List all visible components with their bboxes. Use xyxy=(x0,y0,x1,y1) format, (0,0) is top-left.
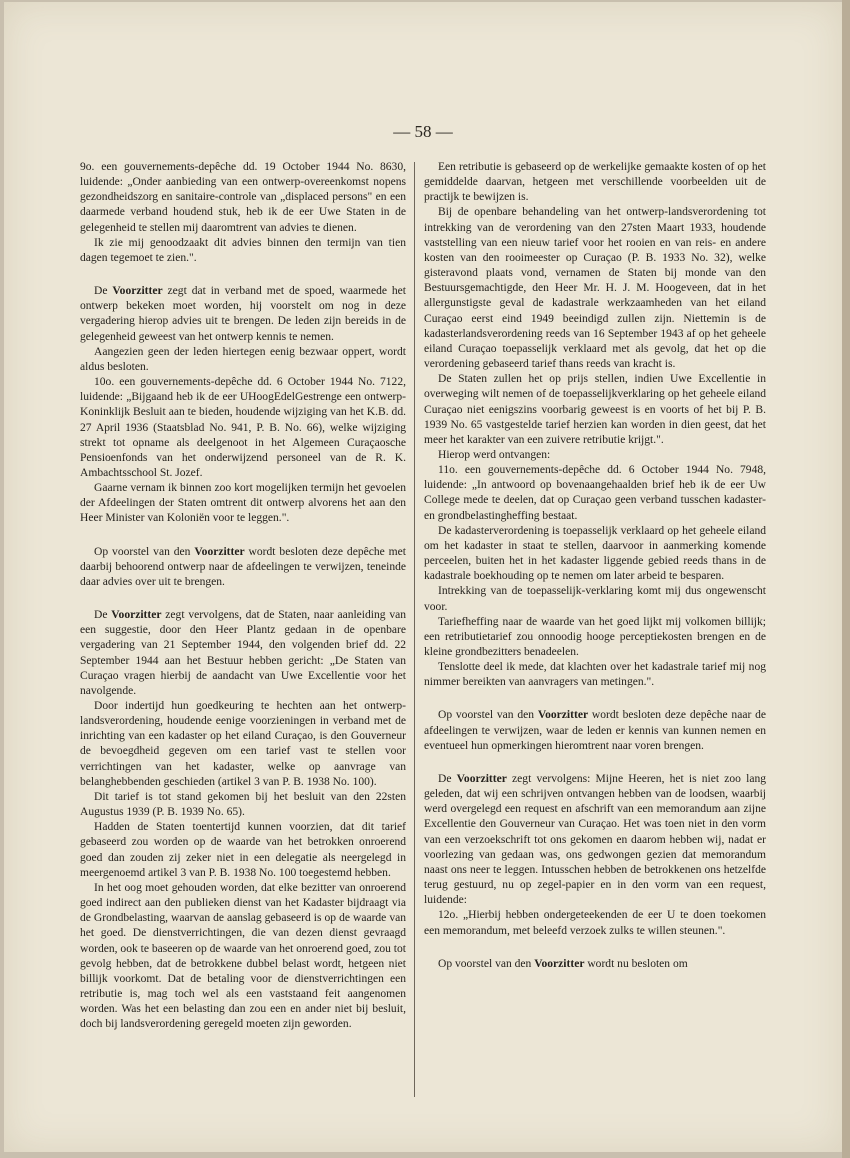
page-number: — 58 — xyxy=(393,122,453,141)
right-column xyxy=(424,160,766,972)
paragraph: Intrekking van de toepasselijk-verklaring komt mij dus ongewenscht voor. xyxy=(424,585,766,613)
paragraph: De Voorzitter zegt vervolgens, dat de Staten, naar aanleiding van een suggestie, door den Heer Plantz gedaan in de openbare vergadering van 21 September 1944, den volgenden brief dd. 22 September 1944 aan het Bestuur hebben gericht: „De Staten van Curaçao vragen hierbij de aandacht van Uwe Excellentie voor het navolgende. xyxy=(80,609,406,697)
paragraph: Gaarne vernam ik binnen zoo kort mogelijken termijn het gevoelen der Afdeelingen der Staten omtrent dit ontwerp alvorens het aan den Heer Minister van Koloniën voor te leggen.". xyxy=(80,482,406,525)
paragraph: 9o. een gouvernements-depêche dd. 19 October 1944 No. 8630, luidende: „Onder aanbieding van een ontwerp-overeenkomst nopens gezondheidszorg en sanitaire-controle van „displaced persons" en een daarmede verband houdend stuk, heb ik de eer Uwe Staten in de gelegenheid te stellen mij daaromtrent van advies te dienen. xyxy=(80,161,406,234)
paragraph: Hierop werd ontvangen: xyxy=(438,448,551,461)
paragraph: Op voorstel van den Voorzitter wordt besloten deze depêche naar de afdeelingen te verwijzen, waar de leden er kennis van kunnen nemen en eventueel hun opmerkingen hieromtrent naar voren brengen. xyxy=(424,709,766,752)
paragraph: Op voorstel van den Voorzitter wordt nu besloten om xyxy=(438,957,688,970)
left-column xyxy=(80,160,406,1032)
paragraph: De Voorzitter zegt vervolgens: Mijne Heeren, het is niet zoo lang geleden, dat wij een schrijven ontvangen hebben van de loodsen, waarbij werd overgelegd een request en afschrift van een memorandum aan zijne Excellentie den Gouverneur van Curaçao. Het was toen niet in den vorm van een verzoekschrift tot ons gekomen en daarom hebben wij, nadat er voorlezing van gedaan was, ons gedwongen gezien dat memorandum naast ons neer te leggen. Intusschen hebben de betrokkenen ons hetzelfde terug gestuurd, nu op zegel-papier en in den vorm van een request, luidende: xyxy=(424,772,766,907)
document-page xyxy=(4,2,842,1152)
paragraph: Aangezien geen der leden hiertegen eenig bezwaar oppert, wordt aldus besloten. xyxy=(80,345,406,373)
paragraph: Bij de openbare behandeling van het ontwerp-landsverordening tot intrekking van de verordening van den 27sten Maart 1933, houdende vaststelling van een nieuw tarief voor het rooien en van reis- en andere kosten van den rooimeester op Curaçao (P. B. 1933 No. 32), welke gisteravond plaats vond, vernamen de Staten bij monde van den Bestuursgemachtigde, den Heer Mr. H. J. M. Hoogeveen, dat in het allergunstigste geval de kadastrale werkzaamheden van het eiland Curaçao eerst eind 1949 beeindigd zullen zijn. Niettemin is de kadasterlandsverordening reeds van 16 September 1943 af op het geheele eiland Curaçao toepasselijk verklaard met als gevolg, dat het op die verordening gebaseerd tarief thans reeds van kracht is. xyxy=(424,206,766,371)
paragraph: Op voorstel van den Voorzitter wordt besloten deze depêche met daarbij behoorend ontwerp naar de afdeelingen te verwijzen, teneinde daar advies over uit te brengen. xyxy=(80,545,406,588)
paragraph: In het oog moet gehouden worden, dat elke bezitter van onroerend goed indirect aan den publieken dienst van het Kadaster bijdraagt via de Grondbelasting, waarvan de aanslag gebaseerd is op de waarde van het goed. De dienstverrichtingen, die van dezen dienst gevraagd worden, ook te baseeren op de waarde van het onroerend goed, zou tot gevolg hebben, dat de betrokkene dubbel belast wordt, hetgeen niet billijk voorkomt. Dat de betaling voor de dienstverrichtingen een retributie is, mag toch wel als een vaststaand feit aangenomen worden. Was het een belasting dan zou een en ander niet bij besluit, doch bij landsverordening geregeld moeten zijn geworden. xyxy=(80,881,406,1031)
paragraph: De kadasterverordening is toepasselijk verklaard op het geheele eiland om het kadaster in staat te stellen, daarvoor in aanmerking komende perceelen, buiten het in het kadaster liggende gebied reeds thans in de kadastrale boekhouding op te nemen om later arbeid te besparen. xyxy=(424,524,766,583)
paragraph: Dit tarief is tot stand gekomen bij het besluit van den 22sten Augustus 1939 (P. B. 1939 No. 65). xyxy=(80,790,406,819)
paragraph: 11o. een gouvernements-depêche dd. 6 October 1944 No. 7948, luidende: „In antwoord op bovenaangehaalden brief heb ik de eer Uw College mede te deelen, dat op Curaçao geen verband tusschen kadaster- en grondbelastingheffing bestaat. xyxy=(424,464,766,522)
paragraph: De Staten zullen het op prijs stellen, indien Uwe Excellentie in overweging wilt nemen of de toepasselijkverklaring op het geheele eiland Curaçao niet eenigszins voorbarig geweest is en voorts of het bij P. B. 1939 No. 65 vastgestelde tarief herzien kan worden in dien geest, dat het meer het karakter van een zuivere retributie krijgt.". xyxy=(424,373,766,446)
paragraph: Tenslotte deel ik mede, dat klachten over het kadastrale tarief mij nog nimmer bereikten van aanvragers van metingen.". xyxy=(424,661,766,689)
paragraph: 12o. „Hierbij hebben ondergeteekenden de eer U te doen toekomen een memorandum, met beleefd verzoek zulks te willen steunen.". xyxy=(424,909,766,937)
paragraph: Een retributie is gebaseerd op de werkelijke gemaakte kosten of op het gemiddelde daarvan, hetgeen met verschillende voorbeelden uit de practijk te bewijzen is. xyxy=(424,161,766,204)
paragraph: Door indertijd hun goedkeuring te hechten aan het ontwerp-landsverordening, houdende eenige voorzieningen in verband met de inrichting van een kadaster op het eiland Curaçao, is den Gouverneur de bevoegdheid gegeven om een tarief vast te stellen voor verrichtingen van het kadaster, welke op aanvrage van belanghebbenden geschieden (artikel 3 van P. B. 1938 No. 100). xyxy=(80,700,406,788)
paragraph: Tariefheffing naar de waarde van het goed lijkt mij volkomen billijk; een retributietarief zou onnoodig hooge perceptiekosten brengen en de kleine grondbezitters benadeelen. xyxy=(424,615,766,658)
scan-edge xyxy=(842,0,850,1158)
column-divider xyxy=(414,162,415,1097)
paragraph: Ik zie mij genoodzaakt dit advies binnen den termijn van tien dagen tegemoet te zien.". xyxy=(80,236,406,264)
paragraph: De Voorzitter zegt dat in verband met de spoed, waarmede het ontwerp bekeken moet worden, hij voorstelt om nog in deze vergadering hierop advies uit te brengen. De leden zijn bereids in de gelegenheid geweest van het ontwerp kennis te nemen. xyxy=(80,285,406,343)
paragraph: Hadden de Staten toentertijd kunnen voorzien, dat dit tarief gebaseerd zou worden op de waarde van het betrokken onroerend goed dan zouden zij zeker niet in een delegatie als neergelegd in meergenoemd artikel 3 van P. B. 1938 No. 100 toegestemd hebben. xyxy=(80,821,406,879)
paragraph: 10o. een gouvernements-depêche dd. 6 October 1944 No. 7122, luidende: „Bijgaand heb ik de eer UHoogEdelGestrenge een ontwerp-Koninklijk Besluit aan te bieden, houdende wijziging van het K.B. dd. 27 April 1936 (Staatsblad No. 941, P. B. No. 66), welke wijziging strekt tot opname als deelgenoot in het Algemeen Curaçaosche Pensioenfonds van het onderwijzend personeel van de R. K. Ambachtsschool St. Jozef. xyxy=(80,376,406,479)
